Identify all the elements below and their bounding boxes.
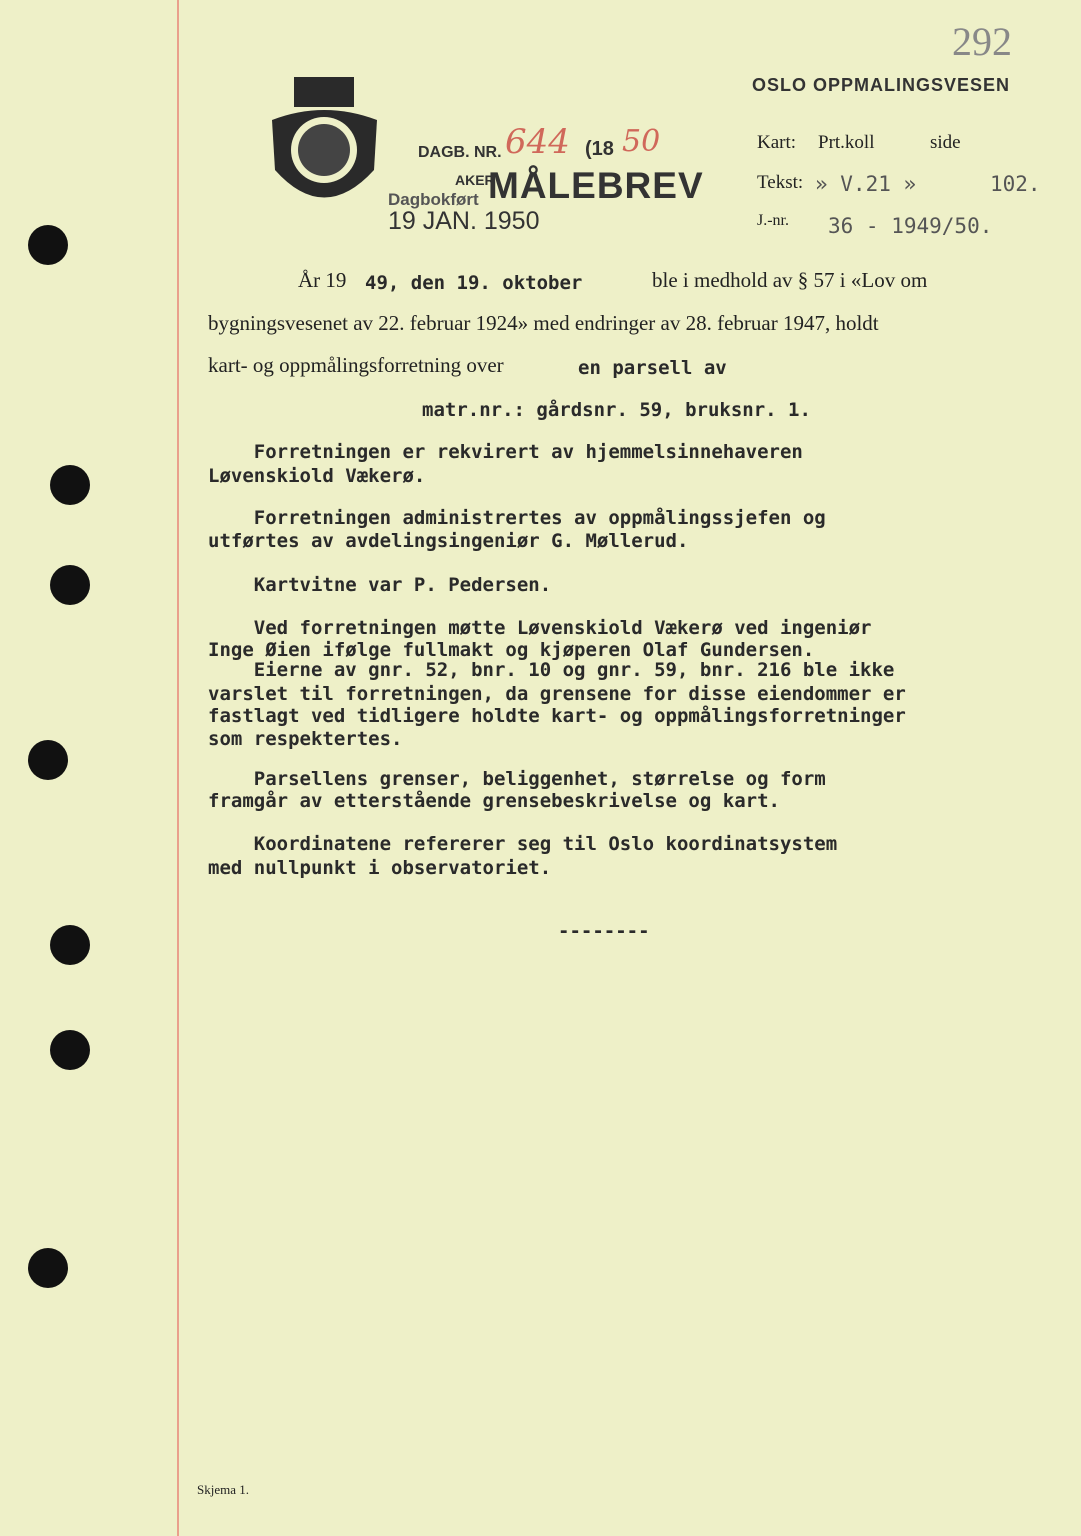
body-line: fastlagt ved tidligere holdte kart- og oppmålingsforretninger: [208, 705, 906, 727]
jnr-value: 36 - 1949/50.: [828, 214, 993, 238]
office-name: OSLO OPPMALINGSVESEN: [752, 75, 1011, 95]
body-line: med nullpunkt i observatoriet.: [208, 857, 552, 879]
form-label: Skjema 1.: [197, 1482, 249, 1497]
body-line: Forretningen administrertes av oppmålingssjefen og: [208, 507, 826, 529]
margin-line: [177, 0, 179, 1536]
dagb-label: DAGB. NR.: [418, 144, 502, 161]
intro-line-3: kart- og oppmålingsforretning over: [208, 353, 504, 377]
jnr-label: J.-nr.: [757, 212, 789, 229]
punch-hole: [28, 225, 68, 265]
intro-parcel: en parsell av: [578, 357, 727, 379]
kart-label: Kart:: [757, 132, 797, 153]
tekst-label: Tekst:: [757, 172, 804, 193]
intro-year-prefix: År 19: [298, 268, 347, 292]
intro-line-2: bygningsvesenet av 22. februar 1924» med endringer av 28. februar 1947, holdt: [208, 311, 879, 335]
body-line: Ved forretningen møtte Løvenskiold Vækerø ved ingeniør: [208, 617, 872, 639]
body-line: utførtes av avdelingsingeniør G. Møllerud.: [208, 530, 689, 552]
dagbokfort-stamp: Dagbokført: [388, 190, 479, 209]
intro-line-1: ble i medhold av § 57 i «Lov om: [652, 268, 928, 292]
punch-hole: [50, 465, 90, 505]
oslo-seal-icon: [262, 75, 387, 215]
body-line: som respektertes.: [208, 728, 403, 750]
aker-label: AKER: [455, 172, 495, 188]
body-line: Inge Øien ifølge fullmakt og kjøperen Olaf Gundersen.: [208, 639, 815, 661]
punch-hole: [50, 1030, 90, 1070]
dagb-year-stamp: (18: [585, 138, 614, 160]
tekst-value: » V.21 »: [815, 172, 917, 196]
punch-hole: [50, 565, 90, 605]
punch-hole: [50, 925, 90, 965]
punch-hole: [28, 740, 68, 780]
body-line: Løvenskiold Vækerø.: [208, 465, 426, 487]
dagb-number: 644: [505, 122, 570, 162]
tekst-page: 102.: [990, 172, 1041, 196]
intro-date: 49, den 19. oktober: [365, 272, 583, 294]
page-number: 292: [952, 19, 1012, 64]
body-line: Koordinatene refererer seg til Oslo koordinatsystem: [208, 833, 838, 855]
date-stamp: 19 JAN. 1950: [388, 207, 540, 235]
document-title: MÅLEBREV: [488, 165, 704, 206]
body-line: Parsellens grenser, beliggenhet, størrelse og form: [208, 768, 826, 790]
dagb-year: 50: [622, 124, 661, 159]
body-line: varslet til forretningen, da grensene for disse eiendommer er: [208, 683, 906, 705]
side-label: side: [930, 132, 961, 153]
body-line: Eierne av gnr. 52, bnr. 10 og gnr. 59, bnr. 216 ble ikke: [208, 659, 895, 681]
separator-dashes: --------: [558, 920, 650, 942]
body-line: Kartvitne var P. Pedersen.: [208, 574, 552, 596]
punch-hole: [28, 1248, 68, 1288]
body-line: Forretningen er rekvirert av hjemmelsinnehaveren: [208, 441, 803, 463]
body-line: matr.nr.: gårdsnr. 59, bruksnr. 1.: [422, 399, 811, 421]
body-line: framgår av etterstående grensebeskrivelse og kart.: [208, 790, 780, 812]
kart-value: Prt.koll: [818, 132, 875, 153]
